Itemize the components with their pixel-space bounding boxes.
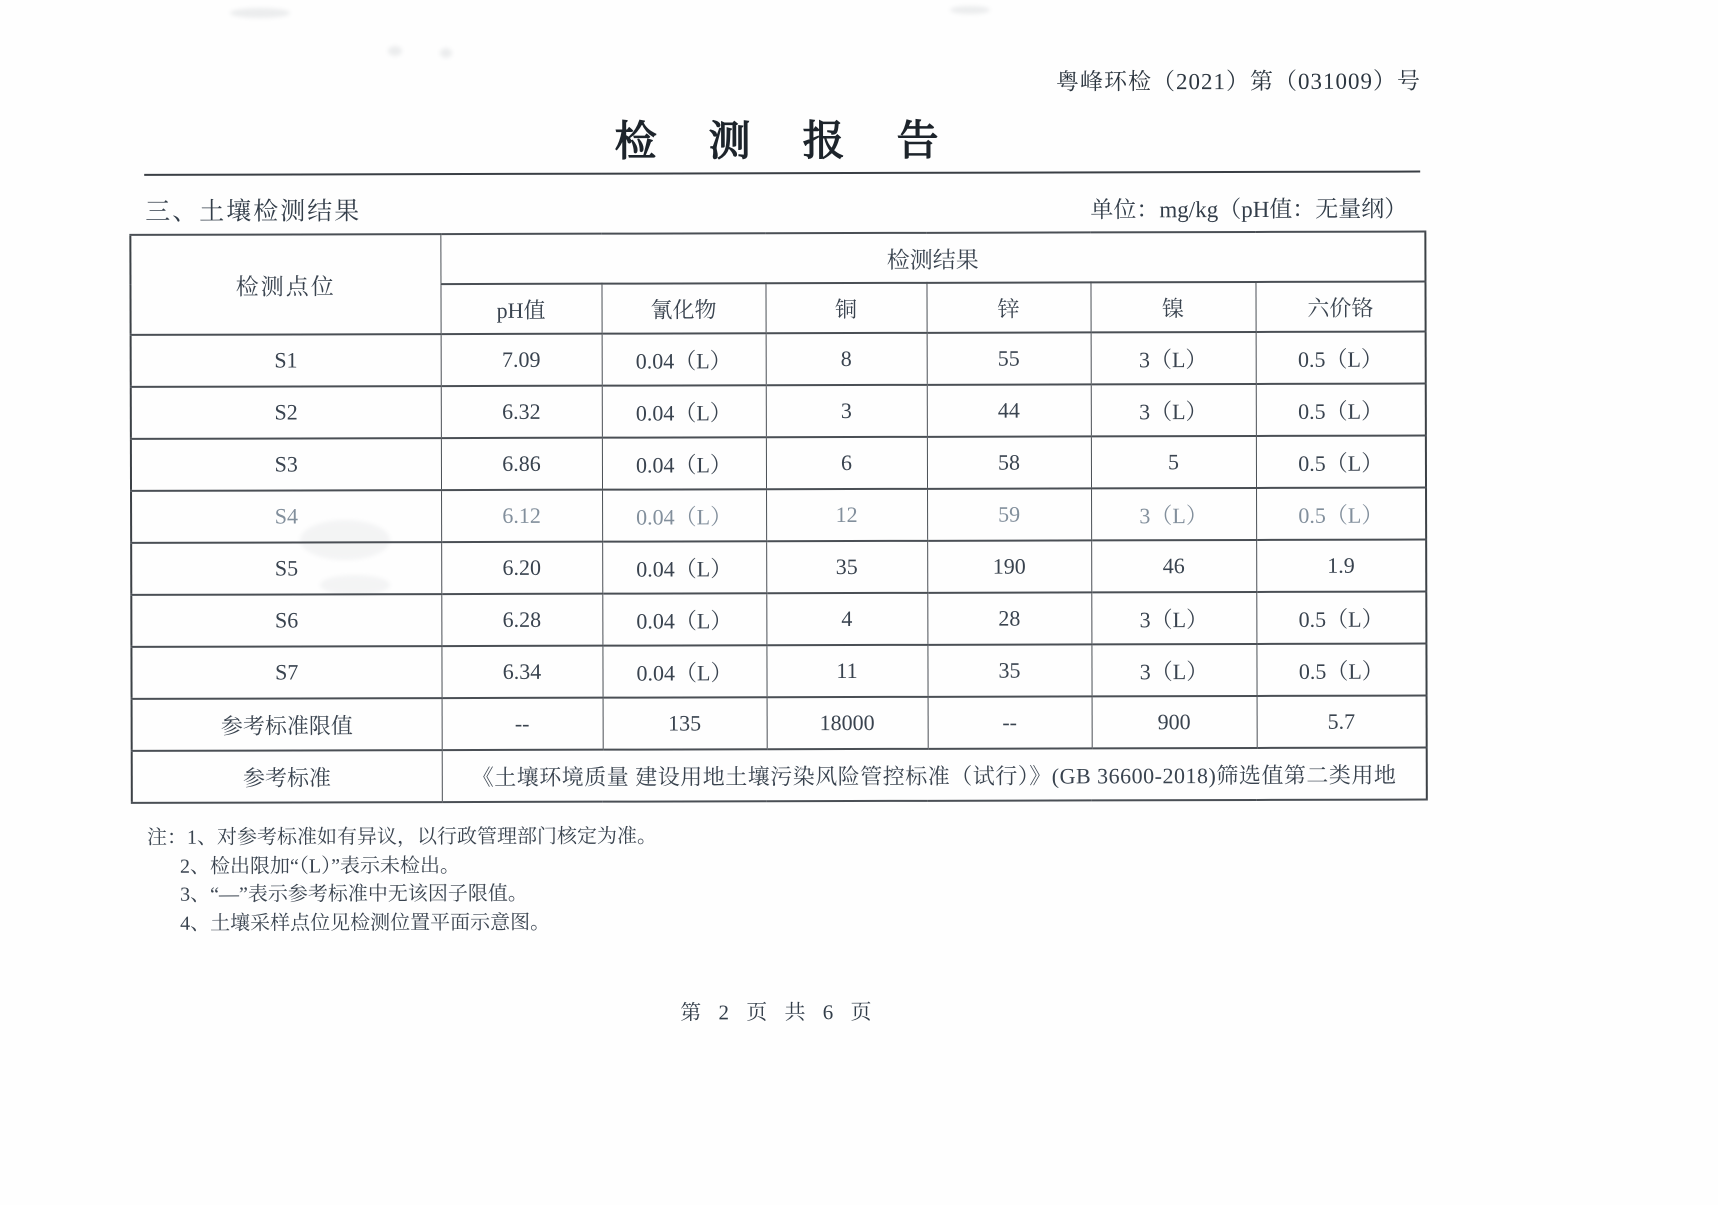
reference-standard-text: 《土壤环境质量 建设用地土壤污染风险管控标准（试行）》(GB 36600-2018)筛选值第二类用地 xyxy=(442,748,1427,803)
cell: 0.5（L） xyxy=(1256,488,1426,540)
cell: 6.32 xyxy=(441,386,602,438)
cell: 59 xyxy=(927,488,1091,540)
cell: 35 xyxy=(766,541,927,593)
note-line xyxy=(147,823,657,853)
cell: 1.9 xyxy=(1256,540,1426,592)
cell: 6.86 xyxy=(441,438,602,490)
note-prefix: 注： xyxy=(146,826,187,849)
cell: 0.04（L） xyxy=(602,593,766,645)
table-row xyxy=(131,436,1426,491)
cell: 0.5（L） xyxy=(1256,592,1426,644)
column-header: 氰化物 xyxy=(601,283,765,333)
cell: 135 xyxy=(603,697,767,749)
cell: 0.04（L） xyxy=(602,489,766,541)
section-heading: 三、土壤检测结果 xyxy=(145,198,362,226)
row-label: 参考标准 xyxy=(132,750,442,803)
page-indicator: 第 2 页 共 6 页 xyxy=(680,999,878,1025)
column-header: pH值 xyxy=(440,284,601,334)
table-row xyxy=(131,488,1426,543)
cell: 6.20 xyxy=(441,542,602,594)
column-header: 锌 xyxy=(926,282,1090,332)
row-label: 参考标准限值 xyxy=(132,698,442,751)
cell: 12 xyxy=(766,489,927,541)
cell: 0.04（L） xyxy=(602,385,766,437)
note-line: 3、“—”表示参考标准中无该因子限值。 xyxy=(180,882,528,906)
note-item: 1、对参考标准如有异议，以行政管理部门核定为准。 xyxy=(186,825,657,849)
cell: 46 xyxy=(1091,540,1256,592)
cell: 44 xyxy=(927,384,1091,436)
cell: 6.28 xyxy=(441,594,602,646)
cell: 6.34 xyxy=(441,646,602,698)
row-label: S1 xyxy=(131,334,441,387)
cell: 18000 xyxy=(767,697,928,749)
reference-standard-row xyxy=(132,748,1427,803)
cell: 0.5（L） xyxy=(1256,332,1426,384)
cell: 6 xyxy=(766,437,927,489)
cell: 58 xyxy=(927,436,1091,488)
table-row xyxy=(132,696,1427,751)
report-title: 检测报告 xyxy=(614,116,991,165)
cell: 55 xyxy=(927,332,1091,384)
table-row xyxy=(131,540,1426,595)
table-row xyxy=(131,384,1426,439)
cell: 7.09 xyxy=(441,334,602,386)
row-label: S5 xyxy=(131,542,441,595)
cell: 0.5（L） xyxy=(1256,384,1426,436)
cell: 3（L） xyxy=(1091,488,1256,540)
cell: 35 xyxy=(927,644,1091,696)
notes-block xyxy=(147,823,657,938)
table-row xyxy=(131,644,1426,699)
cell: -- xyxy=(442,698,603,750)
title-divider xyxy=(144,171,1420,176)
cell: 6.12 xyxy=(441,490,602,542)
row-label: S4 xyxy=(131,490,441,543)
cell: 3（L） xyxy=(1091,592,1256,644)
cell: 4 xyxy=(766,593,927,645)
cell: 190 xyxy=(927,540,1091,592)
row-label: S2 xyxy=(131,386,441,439)
cell: 11 xyxy=(766,645,927,697)
results-table xyxy=(129,231,1428,804)
table-header-row xyxy=(130,232,1425,285)
row-label: S3 xyxy=(131,438,441,491)
cell: 0.04（L） xyxy=(602,541,766,593)
cell: 0.04（L） xyxy=(602,333,766,385)
cell: 0.5（L） xyxy=(1256,436,1426,488)
cell: -- xyxy=(928,696,1092,748)
group-header: 检测结果 xyxy=(440,232,1425,285)
cell: 0.04（L） xyxy=(602,645,766,697)
cell: 28 xyxy=(927,592,1091,644)
cell: 3（L） xyxy=(1091,332,1256,384)
column-header: 六价铬 xyxy=(1255,282,1425,332)
cell: 5.7 xyxy=(1257,696,1427,748)
doc-number: 粤峰环检（2021）第（031009）号 xyxy=(1055,68,1421,95)
note-line: 4、土壤采样点位见检测位置平面示意图。 xyxy=(180,911,551,935)
unit-note: 单位：mg/kg（pH值：无量纲） xyxy=(1090,196,1408,223)
corner-header: 检测点位 xyxy=(130,234,440,335)
cell: 5 xyxy=(1091,436,1256,488)
table-row xyxy=(131,592,1426,647)
table-row xyxy=(131,332,1426,387)
row-label: S7 xyxy=(131,646,441,699)
note-line: 2、检出限加“（L）”表示未检出。 xyxy=(179,854,461,878)
column-header: 镍 xyxy=(1090,282,1255,332)
cell: 0.04（L） xyxy=(602,437,766,489)
cell: 8 xyxy=(766,333,927,385)
cell: 3（L） xyxy=(1091,384,1256,436)
cell: 0.5（L） xyxy=(1256,644,1426,696)
cell: 3 xyxy=(766,385,927,437)
cell: 3（L） xyxy=(1091,644,1256,696)
cell: 900 xyxy=(1092,696,1257,748)
row-label: S6 xyxy=(131,594,441,647)
column-header: 铜 xyxy=(765,283,926,333)
